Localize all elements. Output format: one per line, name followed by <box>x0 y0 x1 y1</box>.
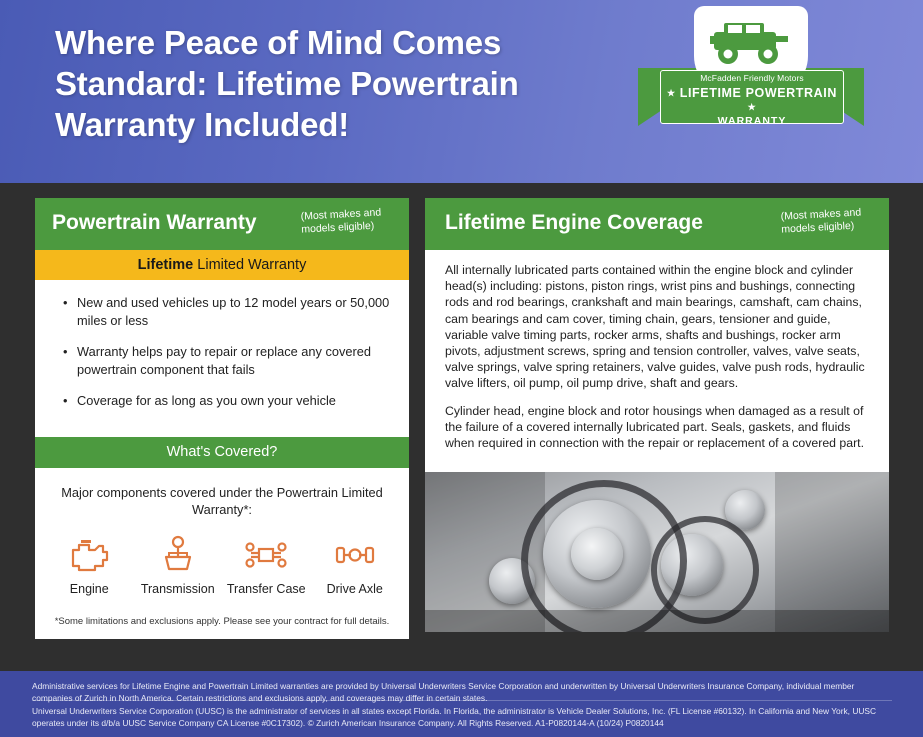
lifetime-limited-warranty-bar <box>35 250 409 280</box>
powertrain-bullet-list <box>35 280 409 437</box>
drive-axle-icon <box>313 532 397 578</box>
footer-line-1: Administrative services for Lifetime Engine and Powertrain Limited warranties are provided by Universal Underwriters Service Corporation and underwritten by Universal Underwriters Insurance Company, individual member companies of Zurich in North America. Certain restrictions and exclusions apply, and coverages may differ in certain states. <box>32 681 855 703</box>
engine-coverage-panel <box>425 198 889 632</box>
covered-component-label: Engine <box>69 582 109 596</box>
list-item: • New and used vehicles up to 12 model years or 50,000 miles or less <box>73 294 391 330</box>
covered-component-engine <box>47 532 131 596</box>
covered-component-transmission <box>136 532 220 596</box>
engine-panel-header <box>425 198 889 250</box>
badge-dealer-name: McFadden Friendly Motors <box>700 73 804 83</box>
powertrain-panel-header <box>35 198 409 250</box>
warranty-badge <box>638 6 864 146</box>
engine-coverage-paragraph: All internally lubricated parts contained within the engine block and cylinder head(s) including: pistons, piston rings, wrist pins and bushings, connecting rods and rod bearings, crankshaft and main bearings, camshaft, cam chains, cam bearings and cam cover, timing chain, gears, tensioner and guide, variable valve timing parts, rocker arms, shafts and bushings, rocker arm pivots, adjustment screws, spring and tension controller, valves, valve seats, valve springs, valve spring retainers, valve guides, valve push rods, hydraulic valve lifters, oil pump, oil pump drive, shaft and gears. <box>445 263 865 391</box>
badge-title-line2: WARRANTY <box>717 115 787 127</box>
powertrain-footnote: *Some limitations and exclusions apply. Please see your contract for full details. <box>54 616 390 627</box>
covered-component-label: Transmission <box>140 582 215 596</box>
star-icon-right: ★ <box>747 102 757 113</box>
engine-panel-title: Lifetime Engine Coverage <box>445 211 703 234</box>
list-item: • Coverage for as long as you own your vehicle <box>73 392 391 410</box>
powertrain-warranty-panel <box>35 198 409 639</box>
jeep-icon <box>702 16 800 70</box>
badge-title-text: LIFETIME POWERTRAIN <box>679 86 837 100</box>
covered-component-transfer-case <box>224 532 308 596</box>
page-title: Where Peace of Mind Comes Standard: Lifetime Powertrain Warranty Included! <box>55 24 519 143</box>
engine-coverage-text <box>425 250 889 470</box>
badge-text-block <box>660 70 844 127</box>
powertrain-panel-title: Powertrain Warranty <box>52 211 257 234</box>
whats-covered-bar: What's Covered? <box>35 437 409 468</box>
lifetime-bold-label: Lifetime <box>137 257 194 273</box>
covered-intro-text: Major components covered under the Powertrain Limited Warranty*: <box>61 485 383 517</box>
engine-eligibility-note: (Most makes and models eligible) <box>780 206 862 236</box>
engine-photo <box>425 472 889 632</box>
powertrain-eligibility-note: (Most makes and models eligible) <box>300 206 382 236</box>
covered-component-label: Transfer Case <box>226 582 306 596</box>
header-banner <box>0 0 923 183</box>
transmission-icon <box>136 532 220 578</box>
covered-component-label: Drive Axle <box>326 582 383 596</box>
lifetime-rest-label: Limited Warranty <box>193 257 307 273</box>
star-icon-left: ★ <box>667 88 676 99</box>
legal-footer <box>0 671 923 737</box>
footer-line-2: Universal Underwriters Service Corporation (UUSC) is the administrator of services in all states except Florida. In Florida, the administrator is Vehicle Dealer Solutions, Inc. (FL License #60132). In California and New York, UUSC operates under its d/b/a UUSC Service Company CA License #0C17302). © Zurich American Insurance Company. All Rights Reserved. A1-P0820144-A (10/24) P0820144 <box>32 706 877 728</box>
transfer-case-icon <box>224 532 308 578</box>
engine-icon <box>47 532 131 578</box>
badge-title-line1 <box>661 86 843 114</box>
list-item: • Warranty helps pay to repair or replace any covered powertrain component that fails <box>73 343 391 379</box>
covered-component-drive-axle <box>313 532 397 596</box>
footer-divider <box>32 700 892 701</box>
covered-components-row <box>35 524 409 600</box>
engine-coverage-paragraph: Cylinder head, engine block and rotor housings when damaged as a result of the failure of a covered internally lubricated part. Seals, gaskets, and fluids when required in connection with the repair or replacement of a covered part. <box>445 403 865 451</box>
